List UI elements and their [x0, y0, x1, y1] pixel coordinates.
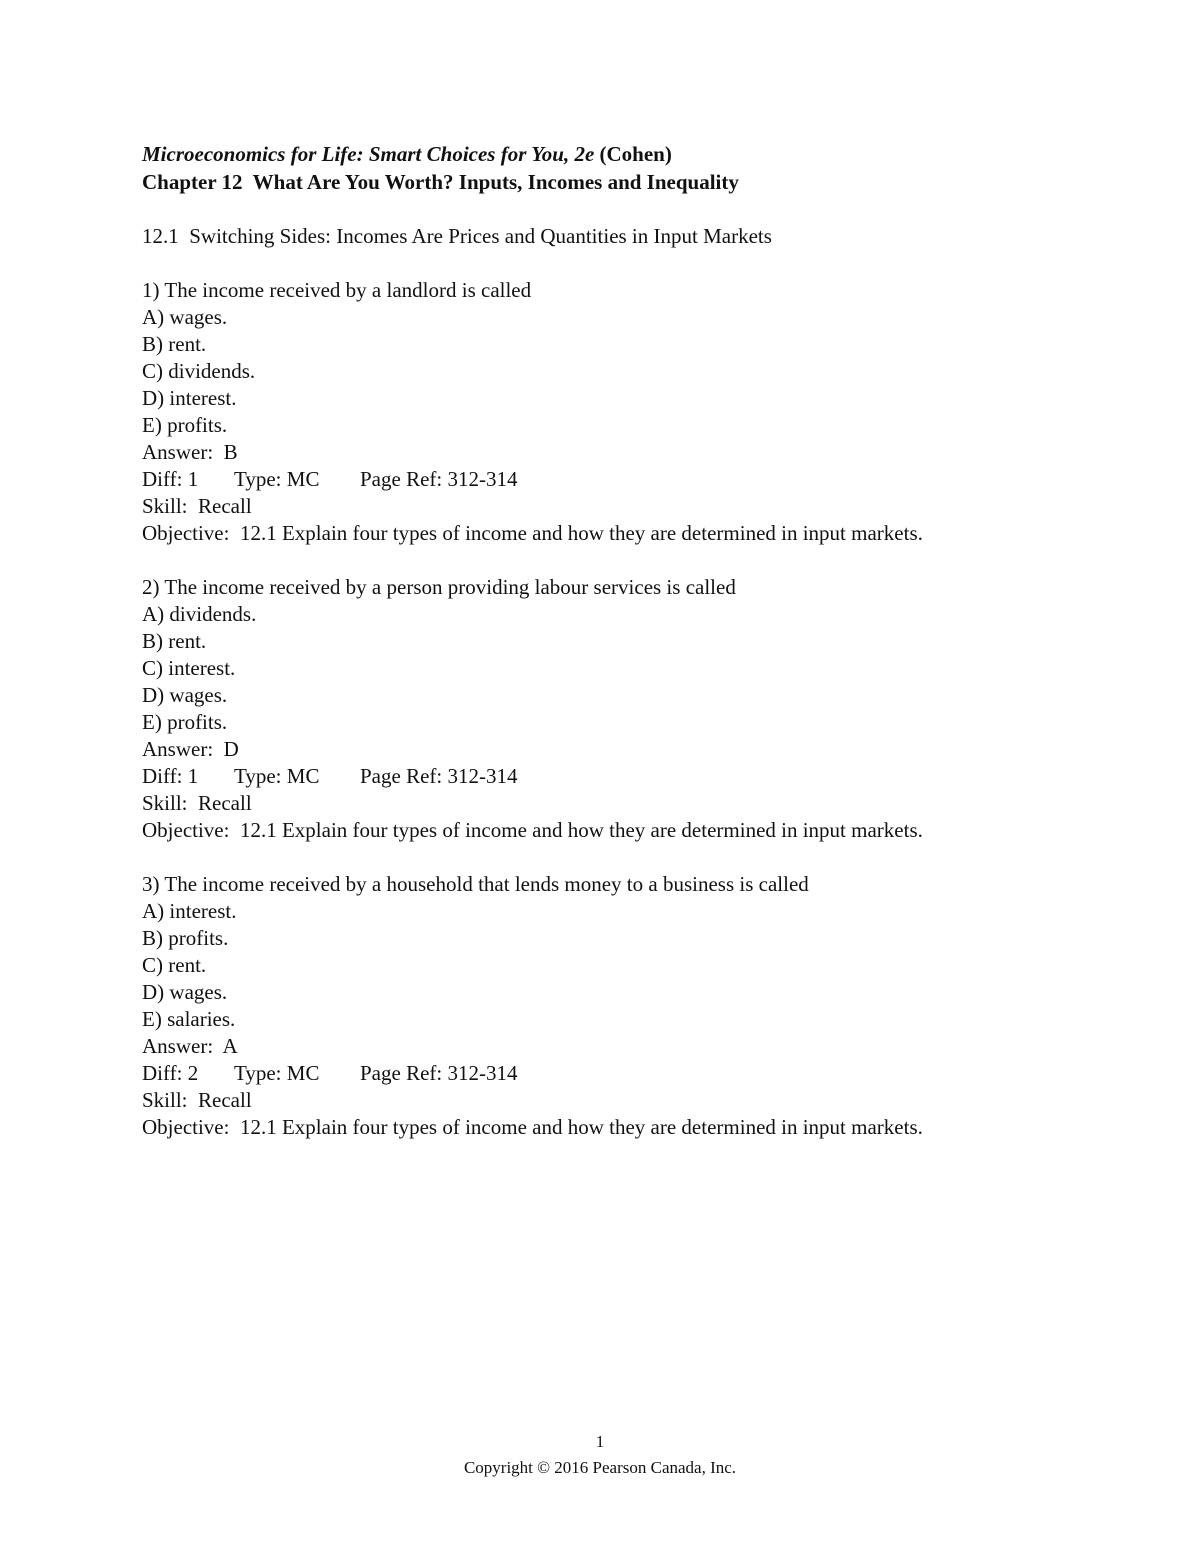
- skill: Skill: Recall: [142, 1088, 252, 1112]
- book-title-line: [142, 141, 1102, 168]
- question-3: [142, 871, 1102, 1141]
- skill: Skill: Recall: [142, 791, 252, 815]
- question-meta: [142, 466, 1102, 493]
- page-ref: Page Ref: 312-314: [360, 467, 518, 491]
- question-type: Type: MC: [234, 1061, 320, 1085]
- option-a: A) dividends.: [142, 602, 257, 626]
- difficulty: Diff: 1: [142, 764, 199, 788]
- option-c: C) rent.: [142, 953, 207, 977]
- option-c: C) interest.: [142, 656, 236, 680]
- option-e: E) salaries.: [142, 1007, 236, 1031]
- option-d: D) wages.: [142, 980, 228, 1004]
- section-title: 12.1 Switching Sides: Incomes Are Prices and Quantities in Input Markets: [142, 224, 772, 248]
- difficulty: Diff: 2: [142, 1061, 199, 1085]
- question-meta: [142, 763, 1102, 790]
- page-ref: Page Ref: 312-314: [360, 1061, 518, 1085]
- skill: Skill: Recall: [142, 494, 252, 518]
- option-b: B) profits.: [142, 926, 229, 950]
- option-d: D) wages.: [142, 683, 228, 707]
- objective: Objective: 12.1 Explain four types of income and how they are determined in input markets.: [142, 1115, 923, 1139]
- question-stem: 1) The income received by a landlord is called: [142, 278, 532, 302]
- option-a: A) interest.: [142, 899, 237, 923]
- book-title: Microeconomics for Life: Smart Choices for You, 2e: [142, 142, 595, 166]
- page-number: 1: [595, 1432, 605, 1451]
- question-stem: 3) The income received by a household that lends money to a business is called: [142, 872, 809, 896]
- option-b: B) rent.: [142, 629, 207, 653]
- objective: Objective: 12.1 Explain four types of income and how they are determined in input markets.: [142, 521, 923, 545]
- question-meta: [142, 1060, 1102, 1087]
- option-c: C) dividends.: [142, 359, 256, 383]
- question-2: [142, 574, 1102, 844]
- answer: Answer: D: [142, 737, 239, 761]
- option-b: B) rent.: [142, 332, 207, 356]
- chapter-title: Chapter 12 What Are You Worth? Inputs, Incomes and Inequality: [142, 170, 739, 194]
- page-ref: Page Ref: 312-314: [360, 764, 518, 788]
- book-author: (Cohen): [599, 142, 672, 166]
- copyright-notice: Copyright © 2016 Pearson Canada, Inc.: [463, 1458, 737, 1477]
- option-e: E) profits.: [142, 413, 228, 437]
- answer: Answer: A: [142, 1034, 238, 1058]
- question-type: Type: MC: [234, 467, 320, 491]
- question-stem: 2) The income received by a person providing labour services is called: [142, 575, 736, 599]
- option-e: E) profits.: [142, 710, 228, 734]
- objective: Objective: 12.1 Explain four types of income and how they are determined in input markets.: [142, 818, 923, 842]
- question-type: Type: MC: [234, 764, 320, 788]
- answer: Answer: B: [142, 440, 238, 464]
- option-a: A) wages.: [142, 305, 228, 329]
- page-content: [142, 141, 1102, 1141]
- difficulty: Diff: 1: [142, 467, 199, 491]
- option-d: D) interest.: [142, 386, 237, 410]
- question-1: [142, 277, 1102, 547]
